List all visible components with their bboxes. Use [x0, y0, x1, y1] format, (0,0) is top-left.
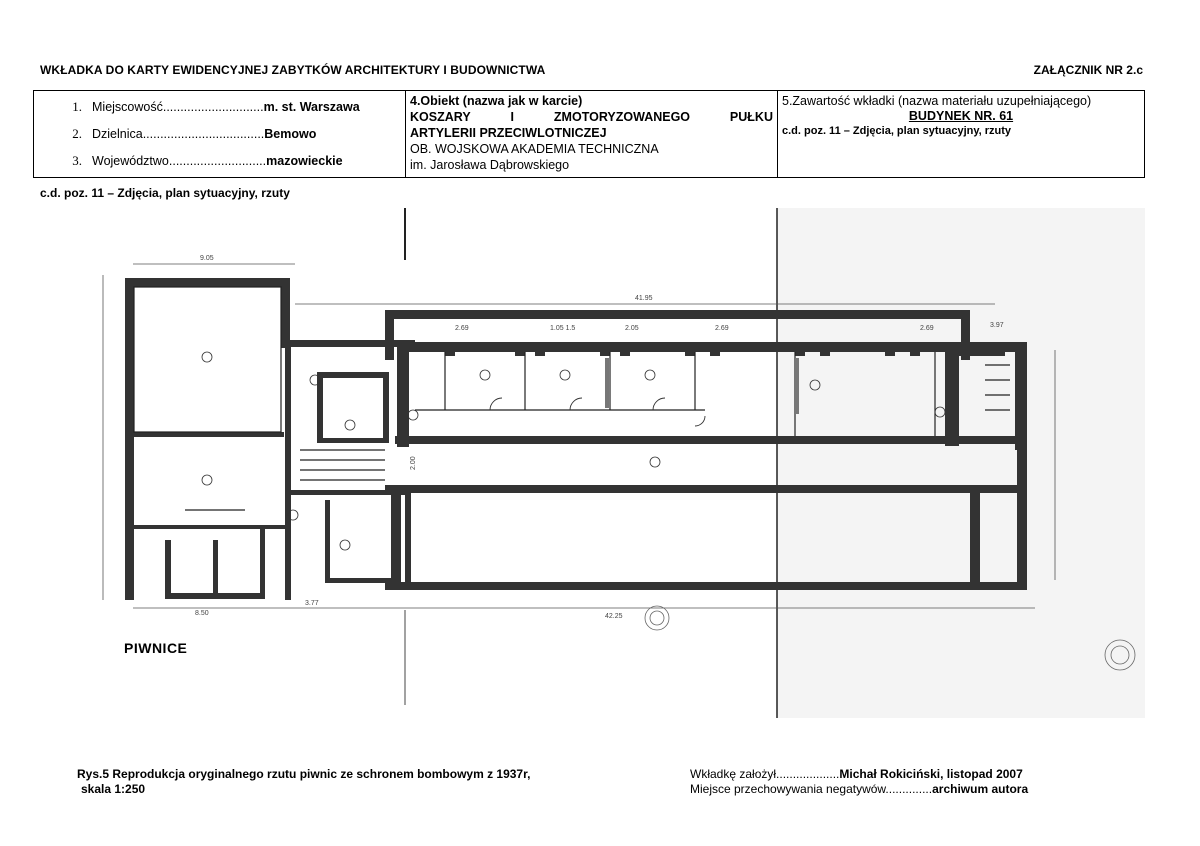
dim-seg5: 2.69 — [920, 325, 934, 332]
info-table — [33, 90, 1145, 178]
subheading: c.d. poz. 11 – Zdjęcia, plan sytuacyjny, rzuty — [40, 186, 290, 200]
object-name-line1 — [410, 109, 773, 125]
dim-corridor: 2.00 — [410, 456, 417, 470]
location-label: Miejscowość............................. — [92, 99, 264, 114]
caption-line1: Rys.5 Reprodukcja oryginalnego rzutu piwnic ze schronem bombowym z 1937r, — [77, 767, 531, 781]
dim-bottom-total: 42.25 — [605, 613, 623, 620]
location-row — [34, 93, 405, 120]
dim-seg4: 2.69 — [715, 325, 729, 332]
caption-line2: skala 1:250 — [81, 782, 146, 796]
content-label: 5.Zawartość wkładki (nazwa materiału uzupełniającego) — [782, 94, 1092, 108]
figure-caption — [77, 767, 530, 797]
location-number: 3. — [72, 152, 82, 168]
object-line3: OB. WOJSKOWA AKADEMIA TECHNICZNA — [410, 142, 659, 156]
dim-seg3: 2.05 — [625, 325, 639, 332]
location-value: Bemowo — [264, 126, 317, 141]
object-word: I — [510, 110, 515, 124]
dim-seg1: 2.69 — [455, 325, 469, 332]
location-label: Dzielnica................................... — [92, 126, 265, 141]
dim-seg2: 1.05 1.5 — [550, 325, 576, 332]
founder-label: Wkładkę założył................... — [690, 767, 840, 781]
storage-label: Miejsce przechowywania negatywów.............. — [690, 782, 933, 796]
building-number: BUDYNEK NR. 61 — [908, 109, 1014, 123]
dim-right-top: 3.97 — [990, 322, 1004, 329]
storage-line — [690, 782, 1028, 797]
location-number: 2. — [72, 125, 82, 141]
storage-value: archiwum autora — [932, 782, 1029, 796]
location-column — [34, 91, 406, 177]
content-position: c.d. poz. 11 – Zdjęcia, plan sytuacyjny, rzuty — [782, 125, 1012, 137]
object-name-line2: ARTYLERII PRZECIWLOTNICZEJ — [410, 126, 607, 140]
annex-number: ZAŁĄCZNIK NR 2.c — [1033, 63, 1143, 77]
location-row — [34, 147, 405, 174]
founder-value: Michał Rokiciński, listopad 2007 — [839, 767, 1023, 781]
object-word: KOSZARY — [410, 110, 471, 124]
object-word: ZMOTORYZOWANEGO — [553, 110, 691, 124]
object-column — [406, 91, 778, 177]
object-label: 4.Obiekt (nazwa jak w karcie) — [410, 94, 583, 108]
location-value: m. st. Warszawa — [263, 99, 360, 114]
dim-top-left: 9.05 — [200, 255, 214, 262]
content-column — [778, 91, 1144, 177]
scan-right-half — [777, 208, 1145, 718]
dim-bottom-mid: 3.77 — [305, 600, 319, 607]
object-word: PUŁKU — [729, 110, 773, 124]
founder-line — [690, 767, 1028, 782]
credit-block — [690, 767, 1028, 797]
document-title: WKŁADKA DO KARTY EWIDENCYJNEJ ZABYTKÓW ARCHITEKTURY I BUDOWNICTWA — [40, 63, 546, 77]
location-value: mazowieckie — [266, 153, 343, 168]
location-number: 1. — [72, 98, 82, 114]
location-label: Województwo............................ — [92, 153, 267, 168]
dim-top-total: 41.95 — [635, 295, 653, 302]
location-row — [34, 120, 405, 147]
plan-label: PIWNICE — [124, 640, 188, 656]
basement-floor-plan — [95, 200, 1155, 720]
dim-bottom-left: 8.50 — [195, 610, 209, 617]
object-line4: im. Jarosława Dąbrowskiego — [410, 158, 570, 172]
